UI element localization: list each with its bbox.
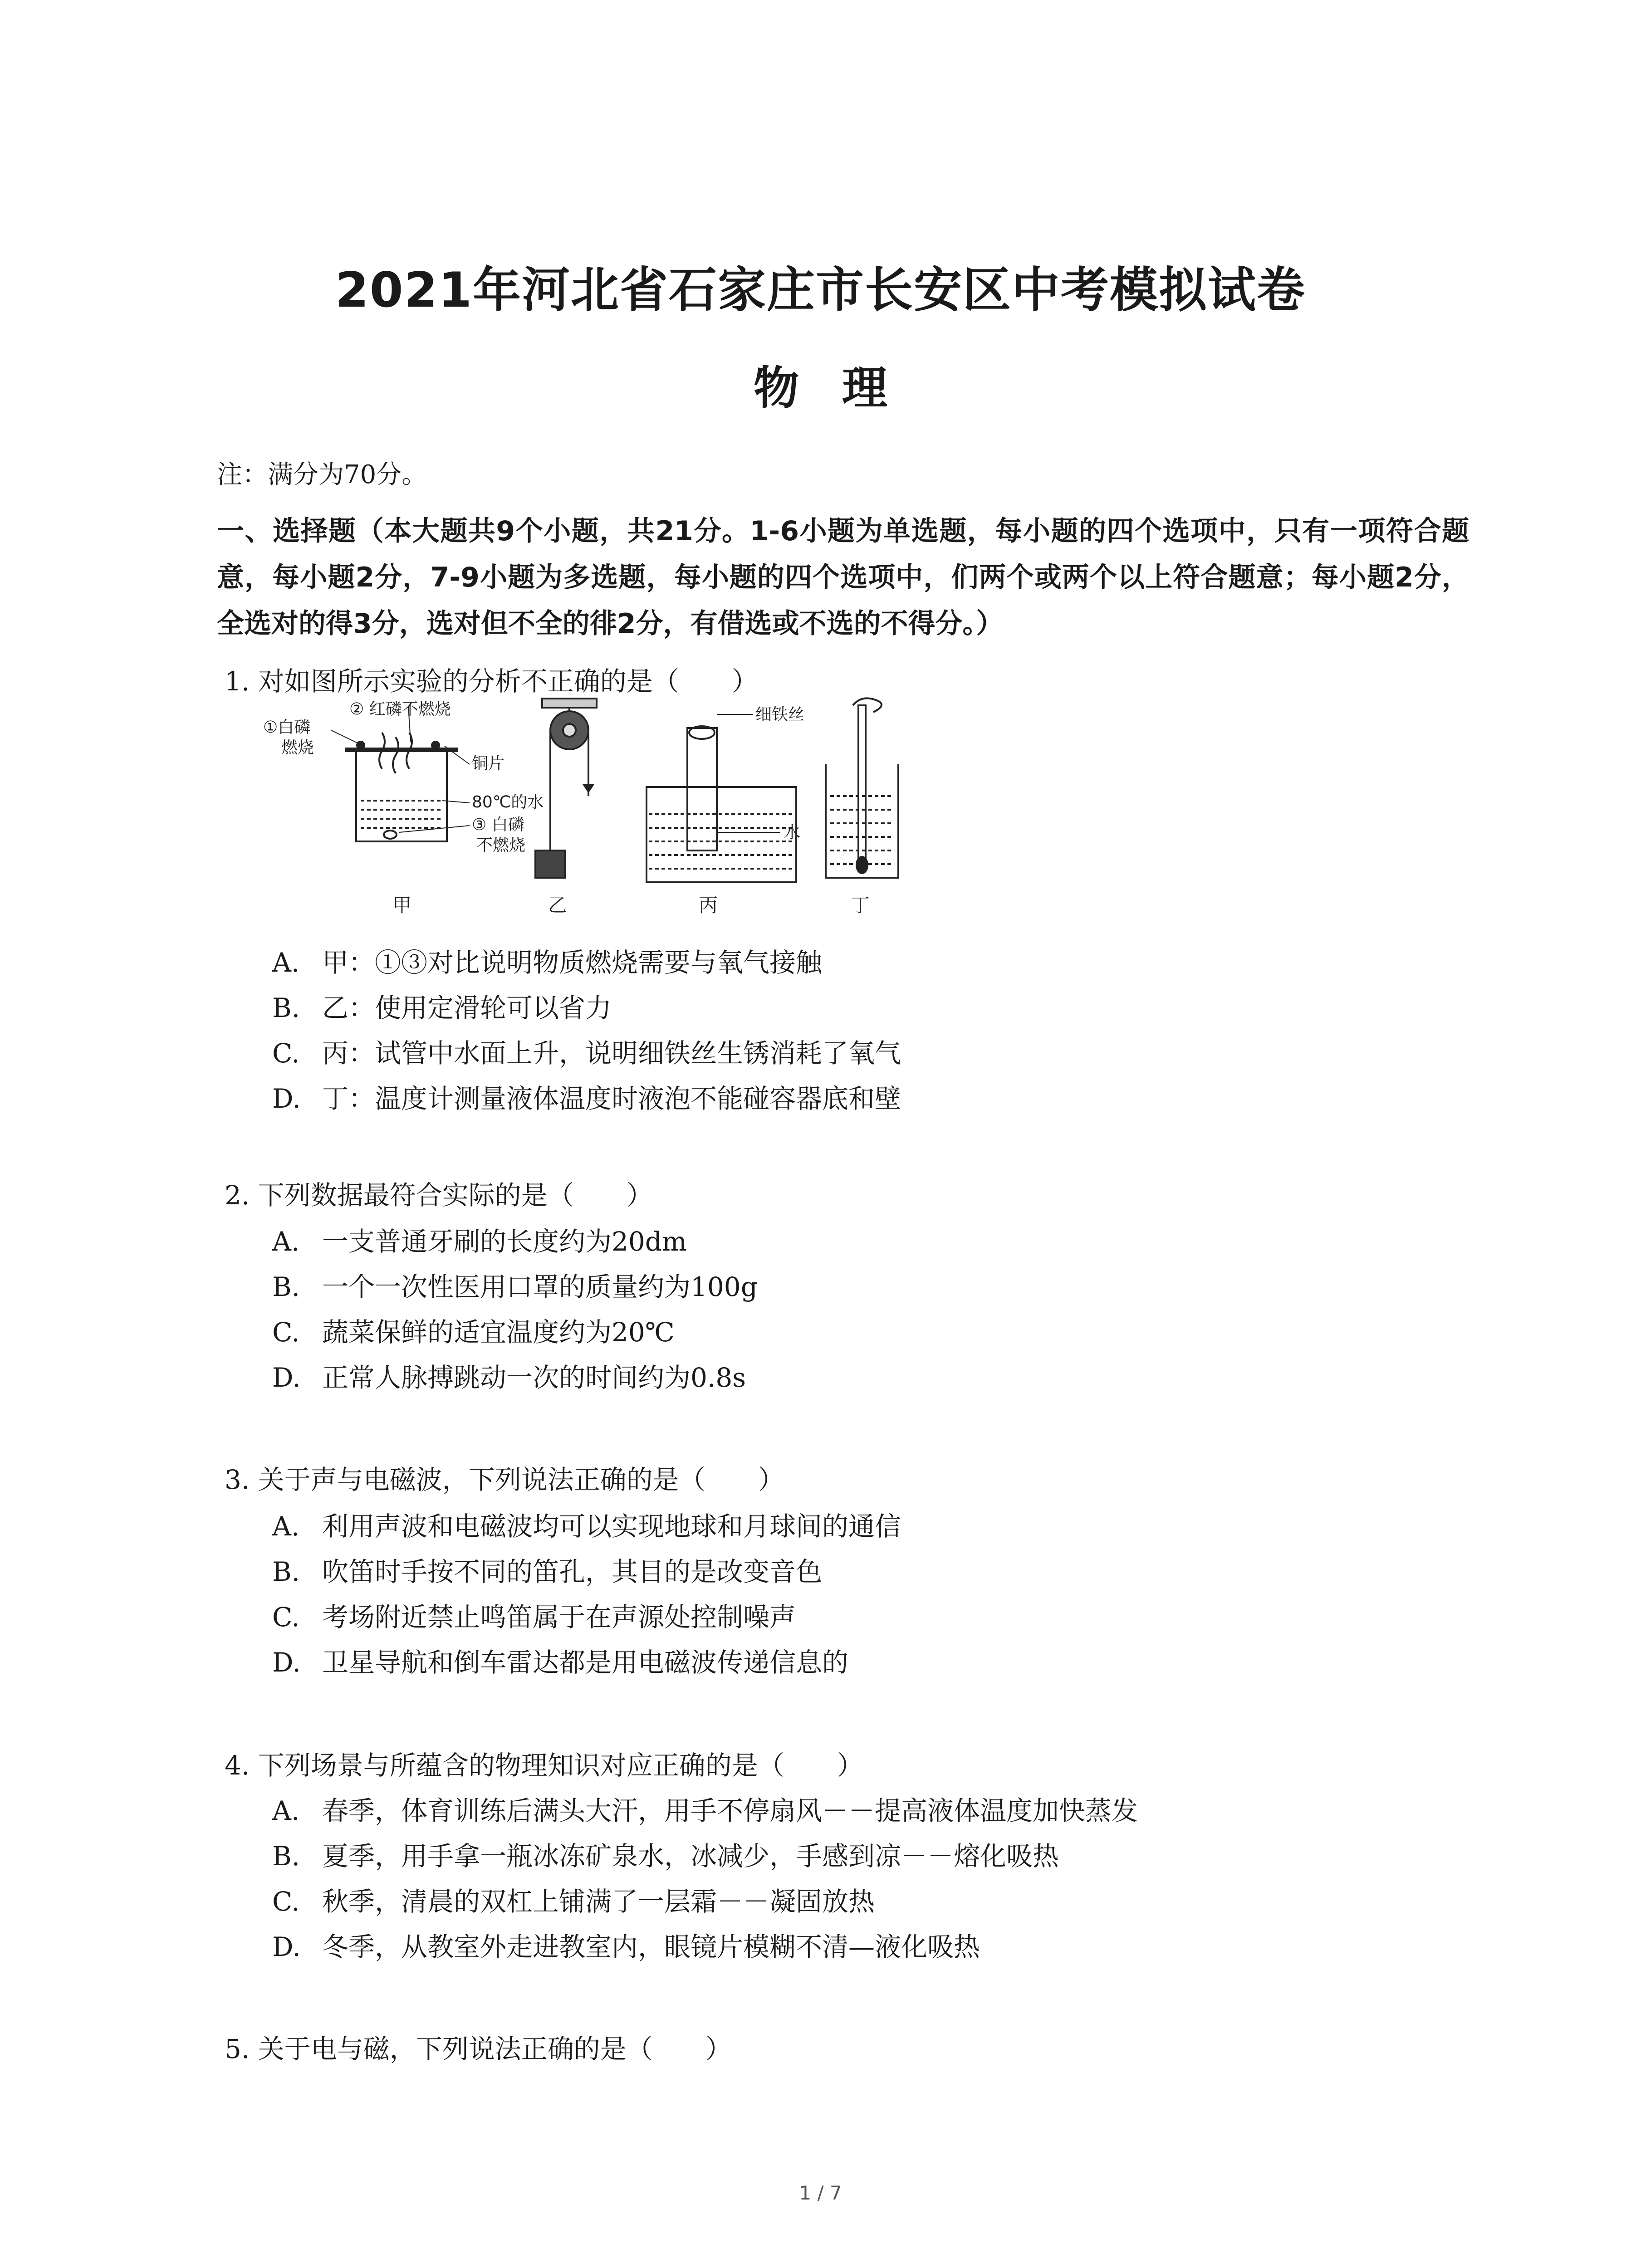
jia-label-copper: 铜片 xyxy=(472,754,505,773)
question-2-option-a[interactable]: A. 一支普通牙刷的长度约为20dm xyxy=(272,1226,687,1257)
section-header: 一、选择题（本大题共9个小题，共21分。1-6小题为单选题，每小题的四个选项中，只有一项符合题意，每小题2分，7-9小题为多选题，每小题的四个选项中，们两个或两个以上符合题意；每小题2分，全选对的得3分，选对但不全的徘2分，有借选或不选的不得分。） xyxy=(217,515,1469,640)
experiment-figure xyxy=(263,696,921,919)
bing-label-water: 水 xyxy=(784,823,801,842)
figure-label-ding: 丁 xyxy=(851,894,870,916)
page-subtitle: 物 理 xyxy=(754,362,887,415)
question-2-stem: 2. 下列数据最符合实际的是（ ） xyxy=(225,1180,653,1211)
question-3-option-b[interactable]: B. 吹笛时手按不同的笛孔，其目的是改变音色 xyxy=(272,1556,823,1587)
question-4-option-c[interactable]: C. 秋季，清晨的双杠上铺满了一层霜－－凝固放热 xyxy=(272,1886,875,1917)
question-2-option-c[interactable]: C. 蔬菜保鲜的适宜温度约为20℃ xyxy=(272,1317,675,1348)
question-1-option-a[interactable]: A. 甲：①③对比说明物质燃烧需要与氧气接触 xyxy=(272,947,823,978)
question-4-option-d[interactable]: D. 冬季，从教室外走进教室内，眼镜片模糊不清—液化吸热 xyxy=(272,1931,980,1962)
question-1-option-b[interactable]: B. 乙：使用定滑轮可以省力 xyxy=(272,992,612,1023)
jia-label-white-phosphorus-3b: 不燃烧 xyxy=(476,836,526,855)
bing-label-iron-wire: 细铁丝 xyxy=(755,705,805,724)
question-1-stem: 1. 对如图所示实验的分析不正确的是（ ） xyxy=(225,666,758,697)
question-3-option-a[interactable]: A. 利用声波和电磁波均可以实现地球和月球间的通信 xyxy=(272,1511,901,1542)
question-4-option-b[interactable]: B. 夏季，用手拿一瓶冰冻矿泉水，冰减少，手感到凉－－熔化吸热 xyxy=(272,1841,1059,1872)
question-4-option-a[interactable]: A. 春季，体育训练后满头大汗，用手不停扇风－－提高液体温度加快蒸发 xyxy=(272,1795,1138,1826)
question-1-option-c[interactable]: C. 丙：试管中水面上升，说明细铁丝生锈消耗了氧气 xyxy=(272,1038,901,1069)
question-3-option-d[interactable]: D. 卫星导航和倒车雷达都是用电磁波传递信息的 xyxy=(272,1647,849,1678)
jia-label-red-phosphorus: ② 红磷不燃烧 xyxy=(349,700,451,719)
question-5-stem: 5. 关于电与磁，下列说法正确的是（ ） xyxy=(225,2033,732,2064)
score-note: 注：满分为70分。 xyxy=(217,460,427,489)
jia-label-white-phosphorus-1b: 燃烧 xyxy=(281,738,314,757)
question-4-stem: 4. 下列场景与所蕴含的物理知识对应正确的是（ ） xyxy=(225,1750,863,1781)
figure-label-jia: 甲 xyxy=(392,894,412,916)
figure-yi-diagram xyxy=(535,699,597,878)
figure-bing-diagram xyxy=(647,714,796,882)
question-2-option-d[interactable]: D. 正常人脉搏跳动一次的时间约为0.8s xyxy=(272,1362,746,1393)
question-3-option-c[interactable]: C. 考场附近禁止鸣笛属于在声源处控制噪声 xyxy=(272,1602,796,1633)
question-3-stem: 3. 关于声与电磁波，下列说法正确的是（ ） xyxy=(225,1464,784,1495)
page-number: 1 / 7 xyxy=(799,2182,842,2204)
figure-ding-diagram xyxy=(826,698,898,878)
question-1-option-d[interactable]: D. 丁：温度计测量液体温度时液泡不能碰容器底和壁 xyxy=(272,1083,901,1114)
jia-label-water: 80℃的水 xyxy=(472,793,544,811)
jia-label-white-phosphorus-3a: ③ 白磷 xyxy=(472,816,524,834)
question-2-option-b[interactable]: B. 一个一次性医用口罩的质量约为100g xyxy=(272,1271,758,1302)
figure-jia-diagram xyxy=(331,706,470,841)
figure-label-bing: 丙 xyxy=(699,894,718,916)
figure-label-yi: 乙 xyxy=(548,894,568,916)
jia-label-white-phosphorus-1a: ①白磷 xyxy=(263,718,311,737)
page-title: 2021年河北省石家庄市长安区中考模拟试卷 xyxy=(335,262,1306,318)
